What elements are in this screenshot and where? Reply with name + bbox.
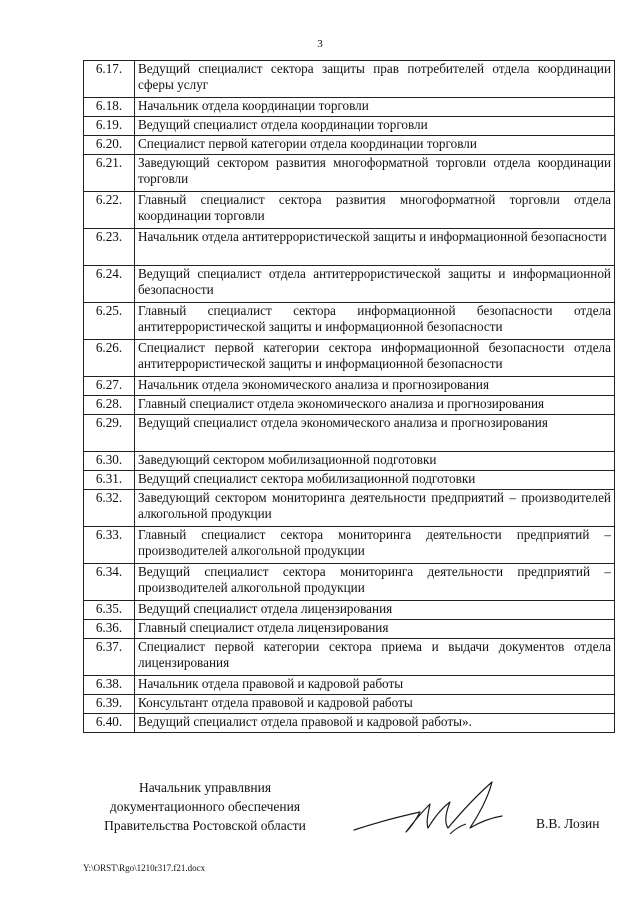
row-title: Заведующий сектором развития многоформатной торговли отдела координации торговли [135, 155, 615, 192]
row-number: 6.17. [84, 61, 135, 98]
table-row [84, 155, 615, 192]
table-row [84, 340, 615, 377]
row-number: 6.28. [84, 396, 135, 415]
table-row [84, 564, 615, 601]
row-number: 6.26. [84, 340, 135, 377]
row-title: Ведущий специалист отдела лицензирования [135, 601, 615, 620]
table-row [84, 192, 615, 229]
row-title: Ведущий специалист сектора мобилизационной подготовки [135, 471, 615, 490]
table-row [84, 714, 615, 733]
row-title: Начальник отдела экономического анализа и прогнозирования [135, 377, 615, 396]
row-title: Главный специалист отдела лицензирования [135, 620, 615, 639]
row-number: 6.31. [84, 471, 135, 490]
positions-table [83, 60, 615, 733]
signatory-position-line: Начальник управлвния [138, 780, 272, 795]
table-row [84, 471, 615, 490]
row-title: Ведущий специалист отдела правовой и кадровой работы». [135, 714, 615, 733]
row-number: 6.32. [84, 490, 135, 527]
file-path: Y:\ORST\Rgo\1210r317.f21.docx [83, 863, 206, 873]
row-number: 6.36. [84, 620, 135, 639]
row-title: Специалист первой категории сектора информационной безопасности отдела антитеррористической защиты и информационной безопасности [135, 340, 615, 377]
table-row [84, 452, 615, 471]
table-row [84, 229, 615, 266]
row-number: 6.25. [84, 303, 135, 340]
row-number: 6.27. [84, 377, 135, 396]
table-row [84, 601, 615, 620]
row-number: 6.19. [84, 117, 135, 136]
row-number: 6.35. [84, 601, 135, 620]
table-row [84, 303, 615, 340]
row-number: 6.22. [84, 192, 135, 229]
row-number: 6.18. [84, 98, 135, 117]
row-title: Главный специалист сектора развития многоформатной торговли отдела координации торговли [135, 192, 615, 229]
row-number: 6.37. [84, 639, 135, 676]
table-row [84, 377, 615, 396]
row-title: Главный специалист сектора мониторинга деятельности предприятий – производителей алкогольной продукции [135, 527, 615, 564]
row-number: 6.23. [84, 229, 135, 266]
table-row [84, 620, 615, 639]
row-number: 6.24. [84, 266, 135, 303]
signatory-position-line: документационного обеспечения [109, 799, 301, 814]
row-title: Главный специалист сектора информационной безопасности отдела антитеррористической защиты и информационной безопасности [135, 303, 615, 340]
row-title: Начальник отдела координации торговли [135, 98, 615, 117]
table-row [84, 61, 615, 98]
row-title: Специалист первой категории сектора приема и выдачи документов отдела лицензирования [135, 639, 615, 676]
table-row [84, 117, 615, 136]
table-row [84, 639, 615, 676]
row-number: 6.33. [84, 527, 135, 564]
page-number: 3 [317, 38, 323, 50]
table-row [84, 695, 615, 714]
row-title: Начальник отдела антитеррористической защиты и информационной безопасности [135, 229, 615, 266]
row-title: Специалист первой категории отдела координации торговли [135, 136, 615, 155]
handwritten-signature [350, 772, 520, 842]
row-title: Ведущий специалист сектора мониторинга деятельности предприятий – производителей алкогольной продукции [135, 564, 615, 601]
row-number: 6.29. [84, 415, 135, 452]
signatory-position-line: Правительства Ростовской области [104, 818, 306, 833]
table-row [84, 676, 615, 695]
row-title: Консультант отдела правовой и кадровой работы [135, 695, 615, 714]
row-number: 6.20. [84, 136, 135, 155]
row-title: Ведущий специалист отдела антитеррористической защиты и информационной безопасности [135, 266, 615, 303]
row-title: Заведующий сектором мониторинга деятельности предприятий – производителей алкогольной продукции [135, 490, 615, 527]
row-number: 6.30. [84, 452, 135, 471]
row-title: Ведущий специалист отдела экономического анализа и прогнозирования [135, 415, 615, 452]
row-title: Ведущий специалист отдела координации торговли [135, 117, 615, 136]
table-row [84, 98, 615, 117]
row-number: 6.39. [84, 695, 135, 714]
row-title: Начальник отдела правовой и кадровой работы [135, 676, 615, 695]
row-title: Ведущий специалист сектора защиты прав потребителей отдела координации сферы услуг [135, 61, 615, 98]
row-number: 6.40. [84, 714, 135, 733]
row-title: Заведующий сектором мобилизационной подготовки [135, 452, 615, 471]
table-row [84, 396, 615, 415]
table-row [84, 415, 615, 452]
table-row [84, 136, 615, 155]
table-row [84, 490, 615, 527]
row-number: 6.34. [84, 564, 135, 601]
row-title: Главный специалист отдела экономического анализа и прогнозирования [135, 396, 615, 415]
positions-table-body [84, 61, 615, 733]
table-row [84, 527, 615, 564]
signatory-position [85, 778, 325, 835]
row-number: 6.38. [84, 676, 135, 695]
signatory-name: В.В. Лозин [536, 816, 600, 831]
row-number: 6.21. [84, 155, 135, 192]
table-row [84, 266, 615, 303]
